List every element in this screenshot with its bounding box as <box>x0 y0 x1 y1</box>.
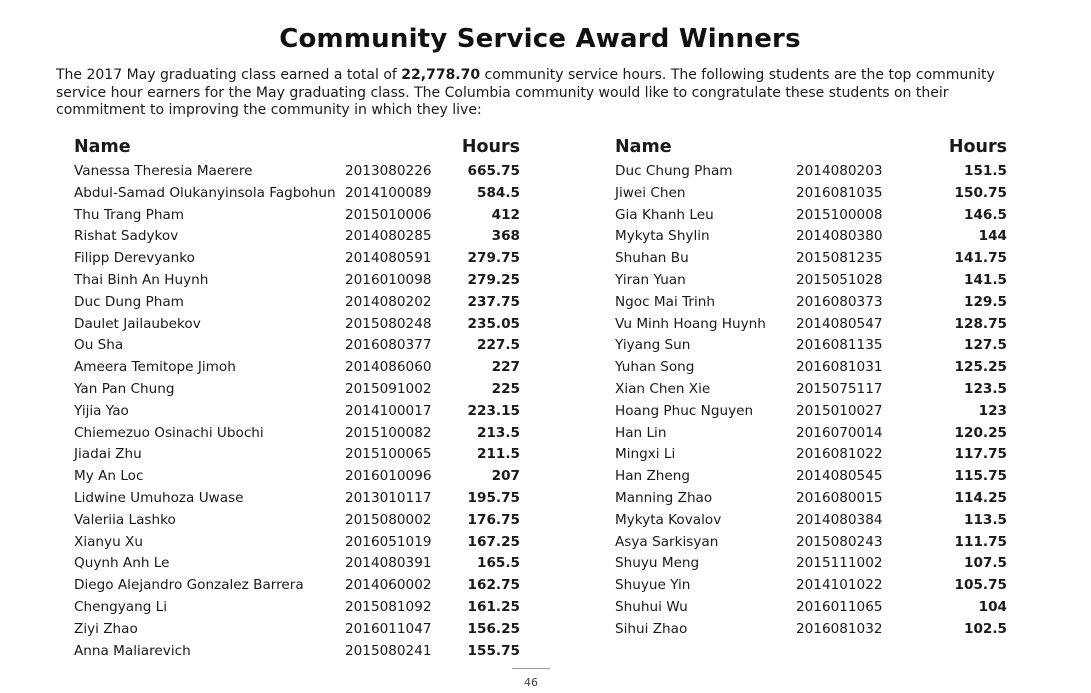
table-row <box>74 488 520 510</box>
student-id: 2014080591 <box>345 250 432 267</box>
student-id: 2016011047 <box>345 620 432 637</box>
student-id: 2014060002 <box>345 577 432 594</box>
service-hours: 237.75 <box>467 293 520 310</box>
service-hours: 102.5 <box>964 620 1007 637</box>
student-name: Jiadai Zhu <box>74 446 142 463</box>
table-row <box>74 575 520 597</box>
table-row <box>615 248 1007 270</box>
table-row <box>615 597 1007 619</box>
student-name: Han Zheng <box>615 468 691 485</box>
student-name: Shuyu Meng <box>615 555 700 572</box>
table-row <box>74 379 520 401</box>
student-id: 2015080243 <box>796 533 883 550</box>
service-hours: 128.75 <box>954 315 1007 332</box>
student-id: 2016010096 <box>345 468 432 485</box>
table-row <box>74 444 520 466</box>
service-hours: 584.5 <box>477 184 520 201</box>
student-name: Han Lin <box>615 424 667 441</box>
student-name: Manning Zhao <box>615 489 713 506</box>
student-id: 2016070014 <box>796 424 883 441</box>
service-hours: 155.75 <box>467 642 520 659</box>
student-name: Filipp Derevyanko <box>74 250 195 267</box>
table-row <box>74 641 520 663</box>
winners-table-right <box>615 137 1007 641</box>
service-hours: 141.75 <box>954 250 1007 267</box>
student-name: Ziyi Zhao <box>74 620 138 637</box>
table-row <box>615 379 1007 401</box>
service-hours: 107.5 <box>964 555 1007 572</box>
winners-table-left <box>74 137 520 662</box>
service-hours: 104 <box>978 598 1007 615</box>
student-name: Anna Maliarevich <box>74 642 191 659</box>
student-name: Abdul-Samad Olukanyinsola Fagbohun <box>74 184 336 201</box>
student-name: Shuhui Wu <box>615 598 688 615</box>
student-id: 2015051028 <box>796 271 883 288</box>
student-name: Lidwine Umuhoza Uwase <box>74 489 244 506</box>
student-name: Yiran Yuan <box>615 271 686 288</box>
student-id: 2016080377 <box>345 337 432 354</box>
service-hours: 167.25 <box>467 533 520 550</box>
student-id: 2014080203 <box>796 163 883 179</box>
student-id: 2015075117 <box>796 380 883 397</box>
service-hours: 117.75 <box>954 446 1007 463</box>
table-row <box>615 401 1007 423</box>
student-id: 2016081035 <box>796 184 883 201</box>
student-name: My An Loc <box>74 468 144 485</box>
student-name: Chengyang Li <box>74 598 168 615</box>
service-hours: 156.25 <box>467 620 520 637</box>
student-name: Xianyu Xu <box>74 533 143 550</box>
student-id: 2015091002 <box>345 380 432 397</box>
student-name: Ameera Temitope Jimoh <box>74 359 236 376</box>
service-hours: 120.25 <box>954 424 1007 441</box>
table-row <box>74 205 520 227</box>
table-header <box>615 137 1007 161</box>
table-body <box>615 161 1007 641</box>
student-id: 2016010098 <box>345 271 432 288</box>
student-id: 2015111002 <box>796 555 883 572</box>
service-hours: 146.5 <box>964 206 1007 223</box>
student-name: Duc Dung Pham <box>74 293 184 310</box>
student-id: 2016081022 <box>796 446 883 463</box>
service-hours: 150.75 <box>954 184 1007 201</box>
name-column-header: Name <box>615 137 672 157</box>
student-name: Asya Sarkisyan <box>615 533 719 550</box>
table-row <box>74 314 520 336</box>
student-id: 2016011065 <box>796 598 883 615</box>
student-id: 2014101022 <box>796 577 883 594</box>
table-row <box>74 335 520 357</box>
service-hours: 125.25 <box>954 359 1007 376</box>
table-row <box>74 532 520 554</box>
hours-column-header: Hours <box>461 137 520 157</box>
intro-text-before: The 2017 May graduating class earned a total of <box>56 67 402 83</box>
student-name: Vanessa Theresia Maerere <box>74 163 253 179</box>
table-row <box>615 314 1007 336</box>
table-row <box>615 444 1007 466</box>
student-name: Rishat Sadykov <box>74 228 179 245</box>
student-id: 2015080002 <box>345 511 432 528</box>
table-row <box>74 270 520 292</box>
student-id: 2014080545 <box>796 468 883 485</box>
student-name: Jiwei Chen <box>615 184 686 201</box>
table-row <box>74 597 520 619</box>
student-name: Daulet Jailaubekov <box>74 315 201 332</box>
student-id: 2015080248 <box>345 315 432 332</box>
table-row <box>615 270 1007 292</box>
service-hours: 161.25 <box>467 598 520 615</box>
student-id: 2013010117 <box>345 489 432 506</box>
table-row <box>74 357 520 379</box>
service-hours: 176.75 <box>467 511 520 528</box>
service-hours: 235.05 <box>467 315 520 332</box>
table-row <box>74 423 520 445</box>
student-id: 2015080241 <box>345 642 432 659</box>
service-hours: 144 <box>978 228 1007 245</box>
student-name: Mingxi Li <box>615 446 676 463</box>
service-hours: 111.75 <box>954 533 1007 550</box>
service-hours: 141.5 <box>964 271 1007 288</box>
student-name: Thu Trang Pham <box>74 206 185 223</box>
student-id: 2015100082 <box>345 424 432 441</box>
student-id: 2015100065 <box>345 446 432 463</box>
service-hours: 207 <box>491 468 520 485</box>
student-id: 2016051019 <box>345 533 432 550</box>
table-row <box>615 423 1007 445</box>
table-body <box>74 161 520 662</box>
student-id: 2015100008 <box>796 206 883 223</box>
service-hours: 412 <box>491 206 520 223</box>
table-row <box>615 466 1007 488</box>
table-row <box>74 553 520 575</box>
student-id: 2015081092 <box>345 598 432 615</box>
service-hours: 279.75 <box>467 250 520 267</box>
student-name: Yan Pan Chung <box>74 380 175 397</box>
table-row <box>615 553 1007 575</box>
service-hours: 211.5 <box>477 446 520 463</box>
service-hours: 114.25 <box>954 489 1007 506</box>
table-row <box>615 183 1007 205</box>
table-row <box>74 226 520 248</box>
table-row <box>615 292 1007 314</box>
student-name: Mykyta Kovalov <box>615 511 722 528</box>
service-hours: 162.75 <box>467 577 520 594</box>
table-row <box>615 357 1007 379</box>
student-id: 2016080015 <box>796 489 883 506</box>
student-id: 2014086060 <box>345 359 432 376</box>
service-hours: 123 <box>978 402 1007 419</box>
table-row <box>615 510 1007 532</box>
service-hours: 665.75 <box>467 163 520 179</box>
table-row <box>615 488 1007 510</box>
table-row <box>74 183 520 205</box>
student-id: 2014080202 <box>345 293 432 310</box>
table-row <box>615 161 1007 183</box>
page-title: Community Service Award Winners <box>279 24 801 54</box>
student-id: 2014080384 <box>796 511 883 528</box>
student-id: 2015081235 <box>796 250 883 267</box>
student-id: 2016080373 <box>796 293 883 310</box>
table-row <box>74 401 520 423</box>
student-name: Diego Alejandro Gonzalez Barrera <box>74 577 304 594</box>
student-id: 2016081032 <box>796 620 883 637</box>
student-name: Shuhan Bu <box>615 250 689 267</box>
student-name: Yijia Yao <box>74 402 129 419</box>
student-name: Yuhan Song <box>615 359 695 376</box>
hours-column-header: Hours <box>948 137 1007 157</box>
student-name: Sihui Zhao <box>615 620 688 637</box>
intro-text-after: community service hours. The following students are the top community service hour earners for the May graduating class. The Columbia community would like to congratulate these students on their commitment to improving the community in which they live: <box>56 67 995 118</box>
student-name: Yiyang Sun <box>615 337 691 354</box>
service-hours: 227 <box>491 359 520 376</box>
page-number: 46 <box>524 676 538 689</box>
student-name: Valeriia Lashko <box>74 511 176 528</box>
student-name: Ou Sha <box>74 337 124 354</box>
service-hours: 115.75 <box>954 468 1007 485</box>
student-id: 2014100089 <box>345 184 432 201</box>
table-row <box>615 205 1007 227</box>
student-id: 2014080380 <box>796 228 883 245</box>
table-header <box>74 137 520 161</box>
table-row <box>74 161 520 183</box>
service-hours: 165.5 <box>477 555 520 572</box>
service-hours: 123.5 <box>964 380 1007 397</box>
intro-paragraph <box>56 67 1016 120</box>
student-name: Mykyta Shylin <box>615 228 710 245</box>
student-id: 2016081031 <box>796 359 883 376</box>
service-hours: 227.5 <box>477 337 520 354</box>
student-id: 2014080547 <box>796 315 883 332</box>
student-id: 2015010027 <box>796 402 883 419</box>
table-row <box>74 619 520 641</box>
student-id: 2014080285 <box>345 228 432 245</box>
student-name: Thai Binh An Huynh <box>74 271 209 288</box>
service-hours: 113.5 <box>964 511 1007 528</box>
service-hours: 151.5 <box>964 163 1007 179</box>
student-name: Hoang Phuc Nguyen <box>615 402 754 419</box>
student-name: Quynh Anh Le <box>74 555 170 572</box>
student-name: Chiemezuo Osinachi Ubochi <box>74 424 264 441</box>
student-id: 2013080226 <box>345 163 432 179</box>
table-row <box>615 226 1007 248</box>
table-row <box>615 532 1007 554</box>
table-row <box>74 510 520 532</box>
student-name: Ngoc Mai Trinh <box>615 293 715 310</box>
table-row <box>74 248 520 270</box>
table-row <box>615 335 1007 357</box>
student-id: 2016081135 <box>796 337 883 354</box>
student-id: 2015010006 <box>345 206 432 223</box>
table-row <box>615 619 1007 641</box>
page-number-rule <box>512 668 550 669</box>
service-hours: 223.15 <box>467 402 520 419</box>
name-column-header: Name <box>74 137 131 157</box>
service-hours: 225 <box>491 380 520 397</box>
service-hours: 195.75 <box>467 489 520 506</box>
service-hours: 279.25 <box>467 271 520 288</box>
service-hours: 105.75 <box>954 577 1007 594</box>
student-name: Gia Khanh Leu <box>615 206 714 223</box>
student-name: Duc Chung Pham <box>615 163 733 179</box>
service-hours: 129.5 <box>964 293 1007 310</box>
service-hours: 213.5 <box>477 424 520 441</box>
student-name: Vu Minh Hoang Huynh <box>615 315 766 332</box>
service-hours: 127.5 <box>964 337 1007 354</box>
intro-total-hours: 22,778.70 <box>401 67 481 83</box>
table-row <box>74 292 520 314</box>
table-row <box>74 466 520 488</box>
student-name: Xian Chen Xie <box>615 380 711 397</box>
table-row <box>615 575 1007 597</box>
student-id: 2014080391 <box>345 555 432 572</box>
student-id: 2014100017 <box>345 402 432 419</box>
service-hours: 368 <box>491 228 520 245</box>
student-name: Shuyue Yin <box>615 577 691 594</box>
